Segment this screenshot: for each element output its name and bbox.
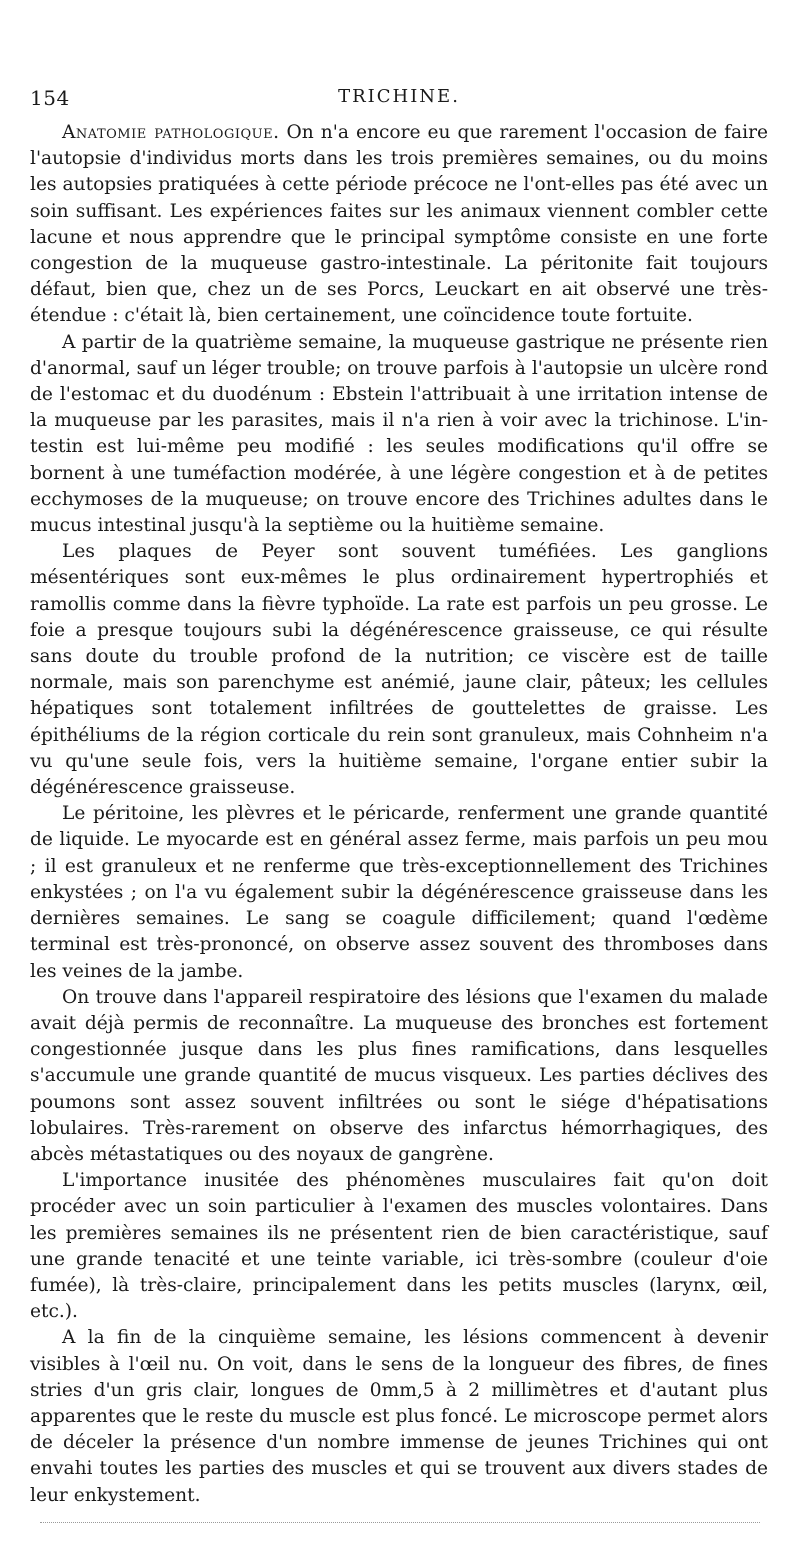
paragraph-peritoine: Le péritoine, les plèvres et le péricarde, renferment une grande quantité de liquide. Le myocarde est en général assez ferme, mais parfois un peu mou ; il est granuleux et ne renferme que très-exceptionnellement des Trichines enkystées ; on l'a vu également subir la dégénérescence graisseuse dans les dernières semaines. Le sang se coagule difficilement; quand l'œdème terminal est très-prononcé, on observe assez souvent des thromboses dans les veines de la jambe. bbox=[30, 803, 768, 982]
paragraph-appareil-respiratoire: On trouve dans l'appareil respiratoire des lésions que l'examen du malade avait déjà permis de reconnaître. La muqueuse des bronches est fortement congestionnée jusque dans les plus fines ramifications, dans lesquelles s'accumule une grande quantité de mucus visqueux. Les parties déclives des poumons sont assez souvent infiltrées ou sont le siége d'hépatisations lobulaires. Très-rarement on observe des infarctus hémorrhagiques, des abcès métastatiques ou des noyaux de gangrène. bbox=[30, 986, 768, 1165]
paragraph-quatrieme-semaine: A partir de la quatrième semaine, la muqueuse gastrique ne présente rien d'anormal, sauf un léger trouble; on trouve parfois à l'autopsie un ulcère rond de l'estomac et du duodénum : Ebstein l'attribuait à une irritation intense de la muqueuse par les parasites, mais il n'a rien à voir avec la trichinose. L'intestin est lui-même peu modifié : les seules modifications qu'il offre se bornent à une tuméfaction modérée, à une légère congestion et à de petites ecchymoses de la muqueuse; on trouve encore des Trichines adultes dans le mucus intestinal jusqu'à la septième ou la huitième semaine. bbox=[30, 331, 768, 537]
document-page bbox=[30, 80, 768, 1509]
paragraph-phenomenes-musculaires: L'importance inusitée des phénomènes musculaires fait qu'on doit procéder avec un soin particulier à l'examen des muscles volontaires. Dans les premières semaines ils ne présentent rien de bien caractéristique, sauf une grande tenacité et une teinte variable, ici très-sombre (couleur d'oie fumée), là très-claire, principalement dans les petits muscles (larynx, œil, etc.). bbox=[30, 1170, 768, 1323]
paragraph-text: On n'a encore eu que rarement l'occasion de faire l'autopsie d'individus morts dans les trois premières semaines, ou du moins les autopsies pratiquées à cette période précoce ne l'ont-elles pas été avec un soin suffisant. Les expériences faites sur les animaux viennent combler cette lacune et nous apprendre que le principal symptôme consiste en une forte congestion de la muqueuse gastro-intestinale. La péritonite fait toujours défaut, bien que, chez un de ses Porcs, Leuckart en ait observé une très-étendue : c'était là, bien certainement, une coïncidence toute fortuite. bbox=[30, 122, 768, 327]
page-number: 154 bbox=[30, 86, 70, 110]
page-header bbox=[30, 80, 768, 114]
paragraph-plaques-peyer: Les plaques de Peyer sont souvent tuméfiées. Les ganglions mésentériques sont eux-mêmes le plus ordinairement hypertrophiés et ramollis comme dans la fièvre typhoïde. La rate est parfois un peu grosse. Le foie a presque toujours subi la dégénérescence graisseuse, ce qui résulte sans doute du trouble profond de la nutrition; ce viscère est de taille normale, mais son parenchyme est anémié, jaune clair, pâteux; les cellules hépatiques sont totalement infiltrées de gouttelettes de graisse. Les épithéliums de la région corticale du rein sont granuleux, mais Cohnheim n'a vu qu'une seule fois, vers la huitième semaine, l'organe entier subir la dégénérescence graisseuse. bbox=[30, 541, 768, 799]
section-heading: Anatomie pathologique. bbox=[62, 122, 280, 143]
paragraph-cinquieme-semaine: A la fin de la cinquième semaine, les lésions commencent à devenir visibles à l'œil nu. On voit, dans le sens de la longueur des fibres, de fines stries d'un gris clair, longues de 0mm,5 à 2 millimètres et d'autant plus apparentes que le reste du muscle est plus foncé. Le microscope permet alors de déceler la présence d'un nombre immense de jeunes Trichines qui ont envahi toutes les parties des muscles et qui se trouvent aux divers stades de leur enkystement. bbox=[30, 1327, 768, 1506]
running-title: TRICHINE. bbox=[338, 86, 460, 107]
paragraph-anatomie bbox=[30, 120, 768, 330]
footer-dotted-rule bbox=[40, 1522, 760, 1523]
